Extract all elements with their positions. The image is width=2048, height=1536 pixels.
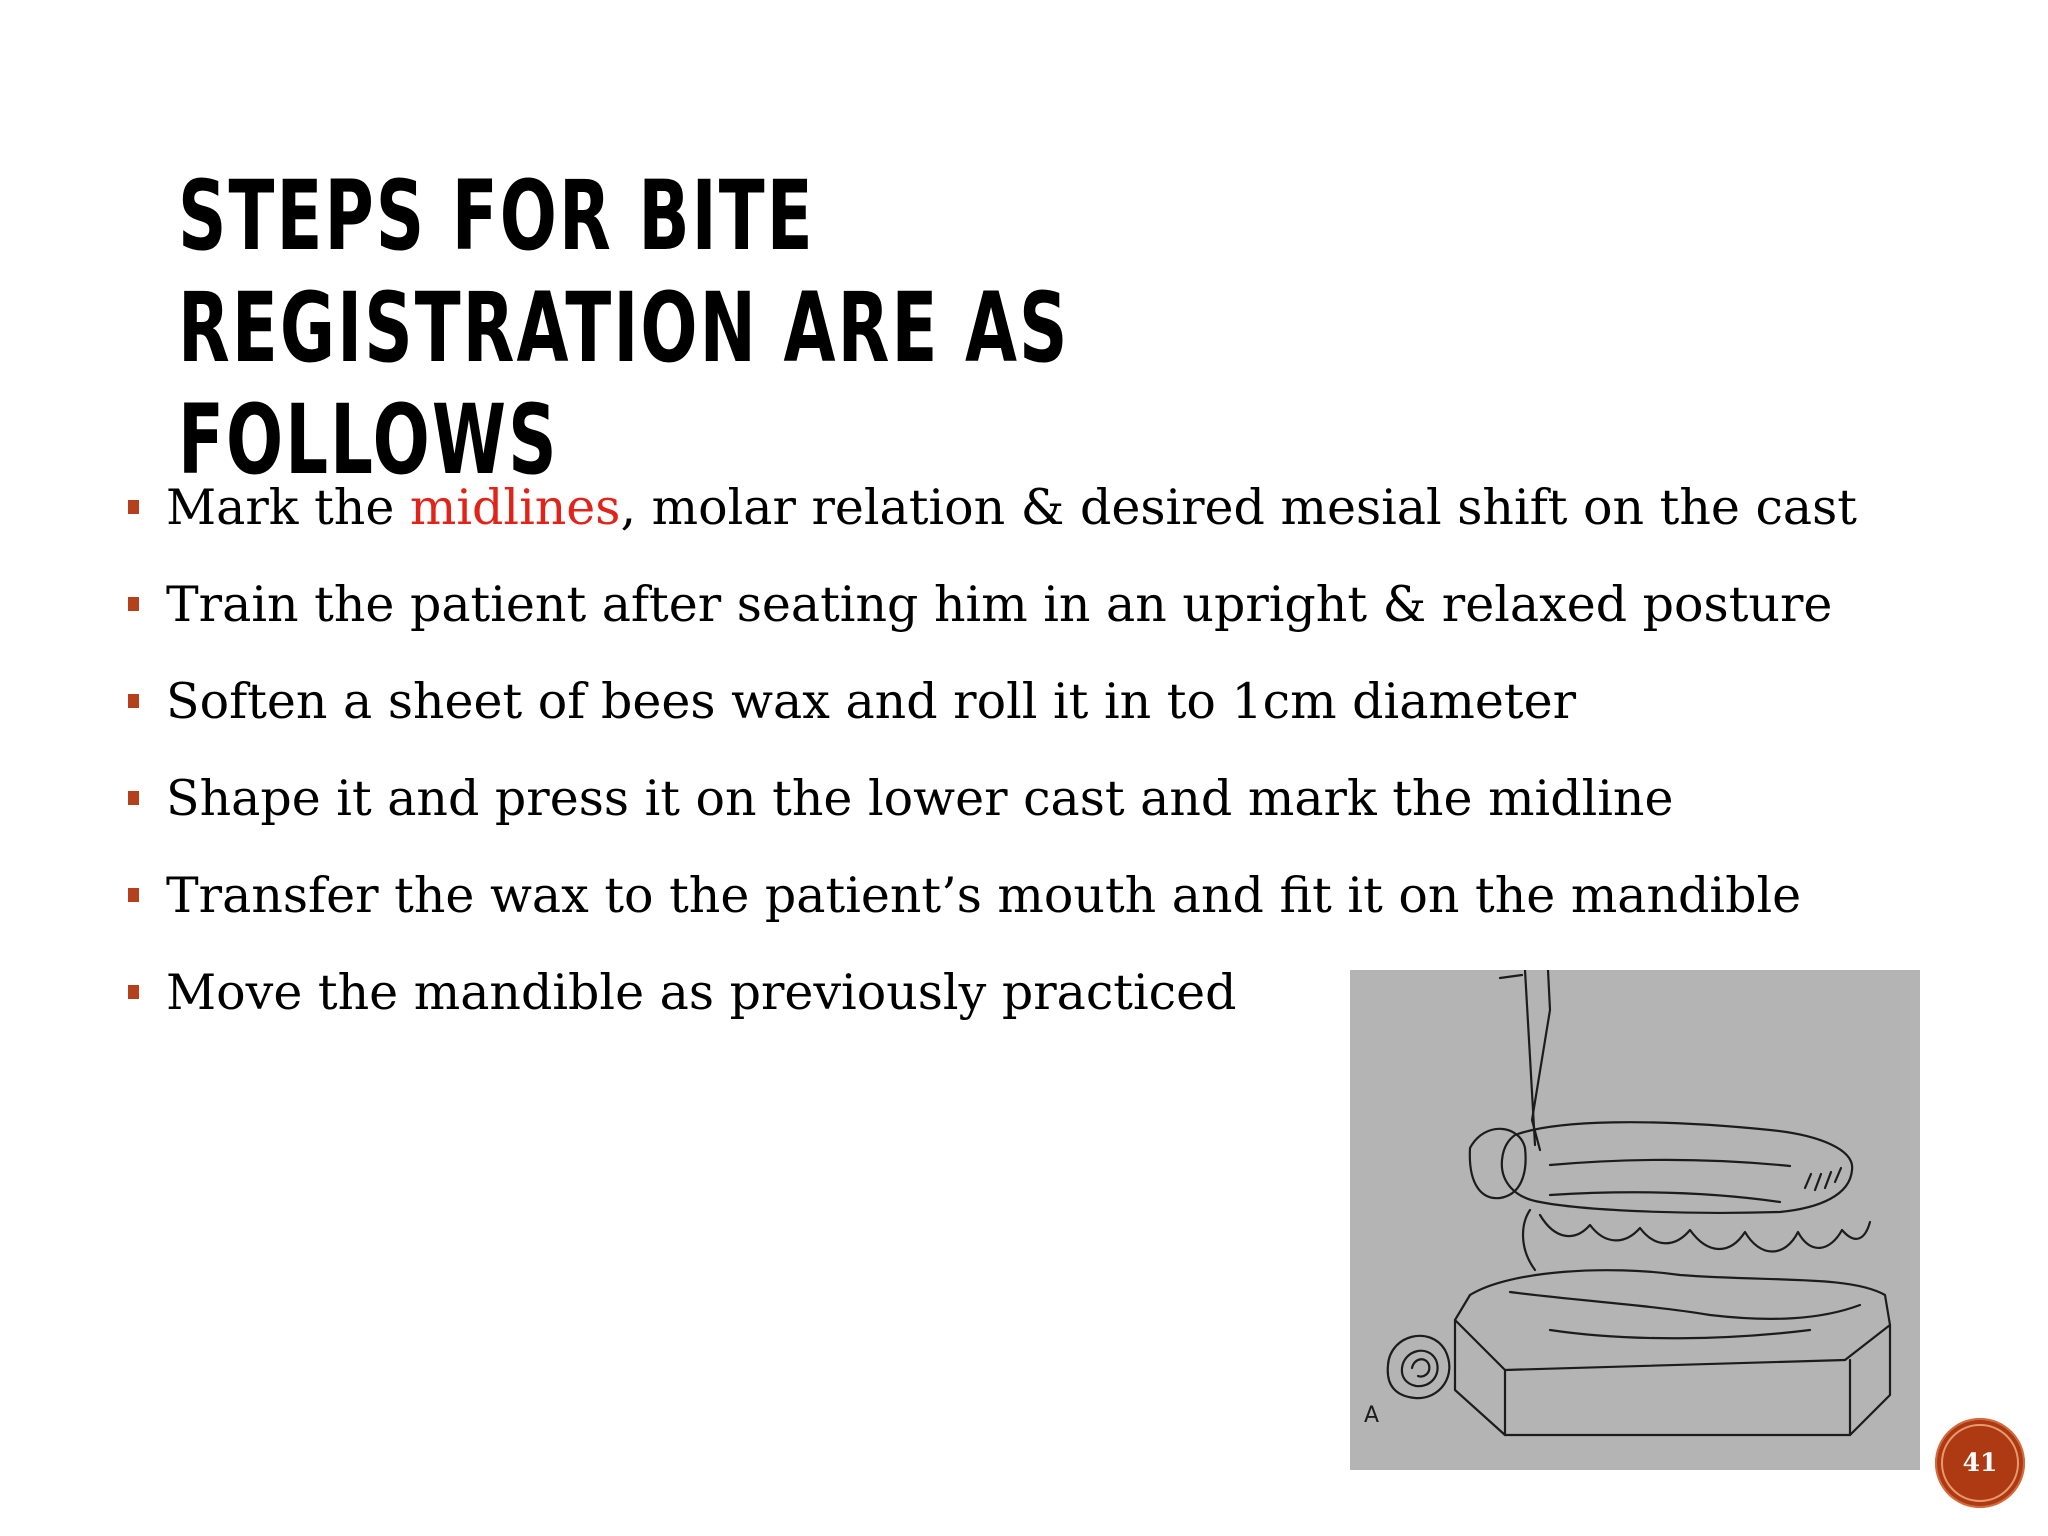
bullet-text: Transfer the wax to the patient’s mouth and fit it on the mandible [166,867,1802,924]
list-item [128,478,2008,575]
bite-registration-illustration [1350,970,1920,1470]
slide-title-line-2: FOLLOWS [178,384,559,496]
square-bullet-icon [128,597,139,611]
bullet-text-prefix: Mark the [166,479,410,536]
bullet-text: Shape it and press it on the lower cast and mark the midline [166,770,1674,827]
highlighted-term: midlines [409,479,621,536]
bullet-text: Soften a sheet of bees wax and roll it in to 1cm diameter [166,673,1576,730]
page-number-badge [1935,1418,2025,1508]
square-bullet-icon [128,694,139,708]
bullet-text-suffix: , molar relation & desired mesial shift on the cast [620,479,1857,536]
list-item [128,769,2008,866]
list-item [128,866,2008,963]
square-bullet-icon [128,500,139,514]
square-bullet-icon [128,791,139,805]
slide-title-line-1: STEPS FOR BITE REGISTRATION ARE AS [178,160,1070,384]
page-number: 41 [1962,1448,1998,1477]
dental-cast-drawing [1350,970,1920,1470]
figure-label: A [1364,1403,1380,1428]
square-bullet-icon [128,888,139,902]
square-bullet-icon [128,985,139,999]
list-item [128,672,2008,769]
list-item [128,575,2008,672]
bullet-text: Train the patient after seating him in an upright & relaxed posture [166,576,1833,633]
slide-title [178,160,1410,496]
bullet-text: Move the mandible as previously practiced [166,964,1237,1021]
